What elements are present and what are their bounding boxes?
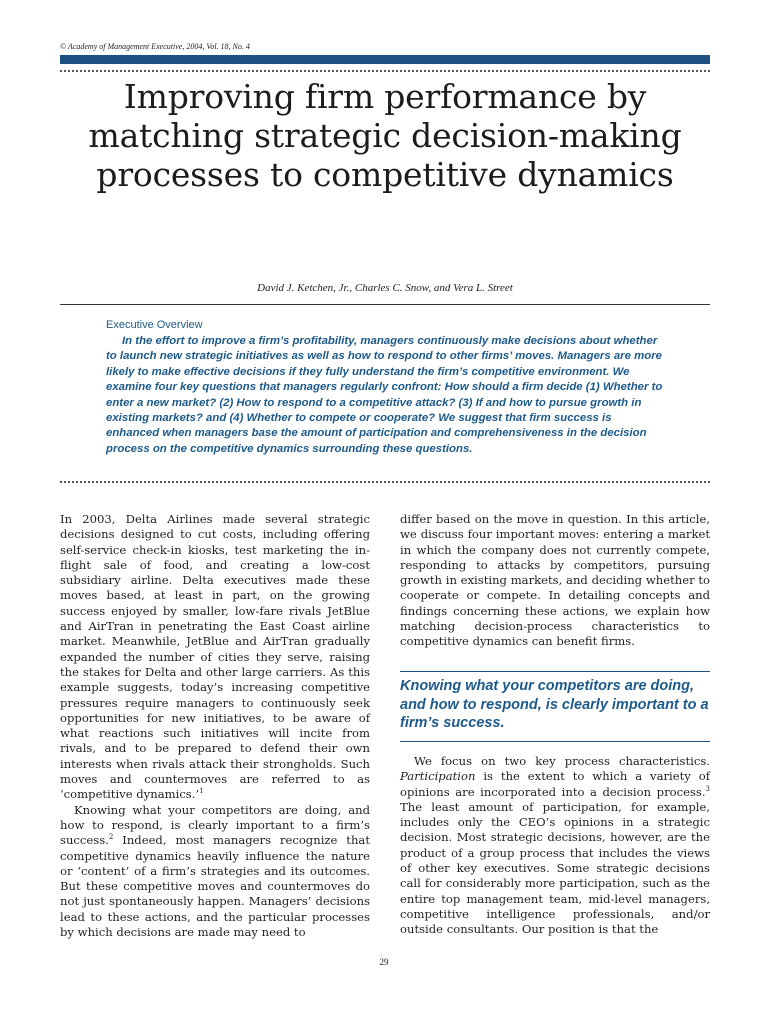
paragraph-text: The least amount of participation, for example, includes only the CEO’s opinions in a strategic decision. Most strategic decisions, however, are the product of a group process that includes the views of other key executives. Some strategic decisions call for considerably more participation, such as the entire top management team, mid-level managers, competitive intelligence professionals, and/or outside consultants. Our position is that the [400, 799, 710, 937]
body-paragraph [60, 512, 370, 803]
footnote-ref: 2 [108, 833, 114, 842]
paragraph-text: Indeed, most managers recognize that competitive dynamics heavily influence the nature or ‘content’ of a firm’s strategies and its outcomes. But these competitive moves and countermoves do not just spontaneously happen. Managers’ decisions lead to these actions, and the particular processes by which decisions are made may need to [60, 833, 370, 940]
article-title: Improving firm performance by matching strategic decision-making processes to competitive dynamics [88, 77, 682, 194]
body-paragraph [60, 803, 370, 941]
pull-quote: Knowing what your competitors are doing, and how to respond, is clearly important to a firm’s success. [400, 678, 709, 731]
footnote-ref: 1 [199, 787, 204, 796]
paragraph-text: In 2003, Delta Airlines made several strategic decisions designed to cut costs, including offering self-service check-in kiosks, test marketing the in-flight sale of food, and creating a low-cost subsidiary airline. Delta executives made these moves based, at least in part, on the growing success enjoyed by smaller, low-fare rivals JetBlue and AirTran in penetrating the East Coast airline market. Meanwhile, JetBlue and AirTran gradually expanded the number of cities they serve, raising the stakes for Delta and other large carriers. As this example suggests, today’s increasing competitive pressures require managers to continuously seek opportunities for new initiatives, to be aware of what reactions such initiatives will incite from rivals, and to be prepared to defend their own interests when rivals attack their strongholds. Such moves and countermoves are referred to as ‘competitive dynamics.’ [60, 512, 370, 802]
header-dotted-rule [60, 70, 710, 72]
paragraph-text: is the extent to which a variety of opinions are incorporated into a decision process. [400, 769, 710, 799]
body-paragraph [400, 754, 710, 938]
body-column-right-lower [400, 754, 710, 938]
body-column-left [60, 512, 370, 940]
defined-term: Participation [400, 769, 476, 784]
paragraph-text: We focus on two key process characteristics. [414, 754, 710, 768]
header-color-bar [60, 55, 710, 64]
body-column-right [400, 512, 710, 650]
footnote-ref: 3 [705, 784, 710, 793]
executive-overview-text: In the effort to improve a firm’s profitability, managers continuously make decisions about whether to launch new strategic initiatives as well as how to respond to other firms’ moves. Managers are more likely to make effective decisions if they fully understand the firm’s competitive environment. We examine four key questions that managers regularly confront: How should a firm decide (1) Whether to enter a new market? (2) How to respond to a competitive attack? (3) If and how to pursue growth in existing markets? and (4) Whether to compete or cooperate? We suggest that firm success is enhanced when managers base the amount of participation and comprehensiveness in the decision process on the competitive dynamics surrounding these questions. [106, 335, 663, 455]
author-divider [60, 304, 710, 305]
paragraph-text: Knowing what your competitors are doing, and how to respond, is clearly important to a firm’s success. [60, 802, 370, 848]
executive-overview-label: Executive Overview [106, 319, 203, 331]
author-line: David J. Ketchen, Jr., Charles C. Snow, and Vera L. Street [257, 282, 513, 294]
pull-quote-box [400, 671, 710, 742]
journal-citation: © Academy of Management Executive, 2004, Vol. 18, No. 4 [60, 42, 250, 51]
page-number: 29 [379, 957, 389, 967]
body-paragraph: differ based on the move in question. In this article, we discuss four important moves: entering a market in which the company does not currently compete, responding to attacks by competitors, pursuing growth in existing markets, and deciding whether to cooperate or compete. In detailing concepts and findings concerning these actions, we explain how matching decision-process characteristics to competitive dynamics can benefit firms. [400, 512, 710, 649]
overview-dotted-rule [60, 481, 710, 483]
